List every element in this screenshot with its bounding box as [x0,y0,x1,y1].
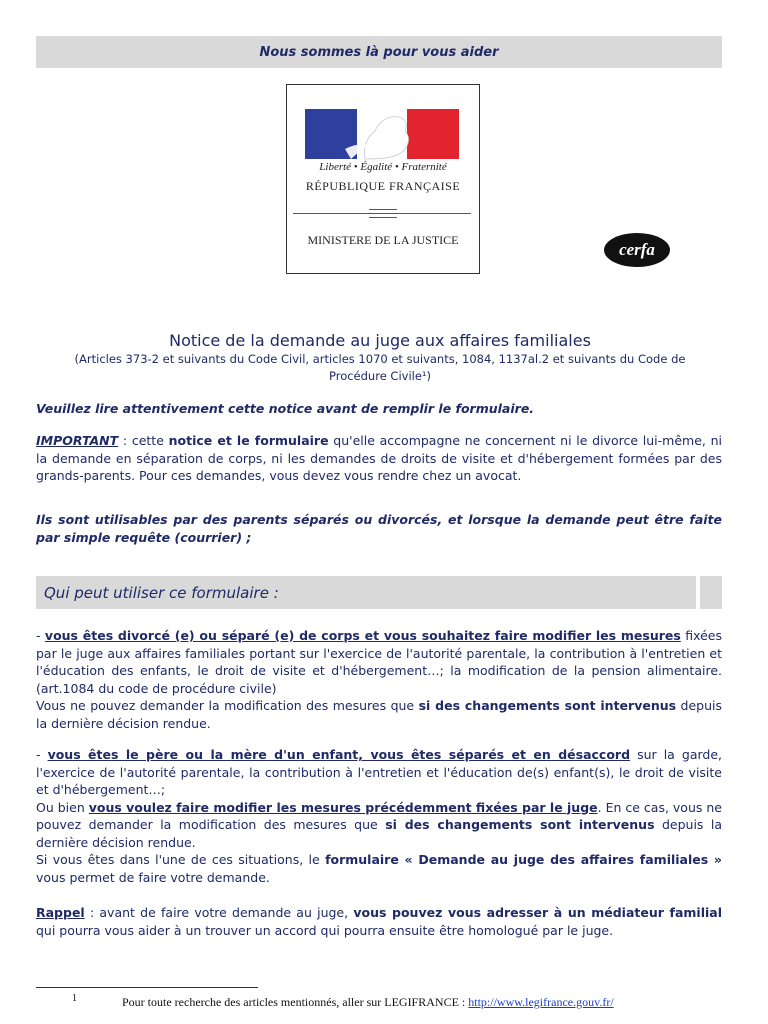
intro-instruction: Veuillez lire attentivement cette notice avant de remplir le formulaire. [36,401,535,416]
cerfa-logo: cerfa [604,233,670,267]
republique-logo [286,84,480,274]
page-banner: Nous sommes là pour vous aider [36,36,722,68]
page-title: Notice de la demande au juge aux affaires familiales [169,331,591,350]
footnote-separator [36,987,258,988]
republique-francaise-label: RÉPUBLIQUE FRANÇAISE [305,179,461,193]
case-parents-lead: vous êtes le père ou la mère d'un enfant, vous êtes séparés et en désaccord [47,747,631,762]
case-divorced: - vous êtes divorcé (e) ou séparé (e) de corps et vous souhaitez faire modifier les mesures fixées par le juge aux affaires familiales portant sur l'exercice de l'autorité parentale, la contribution à l'entretien et l'éducation des enfants, le droit de visite et d'hébergement…; la modification de la pension alimentaire. (art.1084 du code de procédure civile) Vous ne pouvez demander la modification des mesures que si des changements sont intervenus depuis la dernière décision rendue. [36,628,723,731]
logo-divider-short [369,217,397,218]
section-header-tab [700,576,722,609]
logo-divider [293,213,471,214]
footnote-text: Pour toute recherche des articles mentionnés, aller sur LEGIFRANCE : http://www.legifrance.gouv.fr/ [122,995,614,1009]
important-label: IMPORTANT [36,433,119,448]
case-divorced-lead: vous êtes divorcé (e) ou séparé (e) de corps et vous souhaitez faire modifier les mesures [44,628,681,643]
case-parents: - vous êtes le père ou la mère d'un enfant, vous êtes séparés et en désaccord sur la garde, l'exercice de l'autorité parentale, la contribution à l'entretien et l'éducation de(s) enfant(s), le droit de visite et d'hébergement…; Ou bien vous voulez faire modifier les mesures précédemment fixées par le juge. En ce cas, vous ne pouvez demander la modification des mesures que si des changements sont intervenus depuis la dernière décision rendue. Si vous êtes dans l'une de ces situations, le formulaire « Demande au juge des affaires familiales » vous permet de faire votre demande. [36,747,723,885]
footnote-number: 1 [72,993,77,1004]
case-modify-lead: vous voulez faire modifier les mesures précédemment fixées par le juge [88,799,598,815]
important-notice: IMPORTANT : cette notice et le formulaire qu'elle accompagne ne concernent ni le divorce lui-même, ni la demande en séparation de corps, ni les demandes de droits de visite et d'hébergement formées par des grands-parents. Pour ces demandes, vous devez vous rendre chez un avocat. [36,433,722,483]
legifrance-link[interactable]: http://www.legifrance.gouv.fr/ [468,995,614,1009]
republique-motto: Liberté • Égalité • Fraternité [319,161,447,173]
page-subtitle: (Articles 373-2 et suivants du Code Civil, articles 1070 et suivants, 1084, 1137al.2 et suivants du Code de Procédure Civile¹) [74,352,686,383]
section-title: Qui peut utiliser ce formulaire : [44,583,279,602]
rappel-label: Rappel [36,905,85,920]
logo-divider-short [369,209,397,210]
ministere-label: MINISTERE DE LA JUSTICE [307,233,459,247]
rappel-notice: Rappel : avant de faire votre demande au juge, vous pouvez vous adresser à un médiateur familial qui pourra vous aider à un trouver un accord qui pourra ensuite être homologué par le juge. [36,905,722,938]
section-header [36,576,696,609]
usable-notice: Ils sont utilisables par des parents séparés ou divorcés, et lorsque la demande peut être faite par simple requête (courrier) ; [36,512,722,545]
